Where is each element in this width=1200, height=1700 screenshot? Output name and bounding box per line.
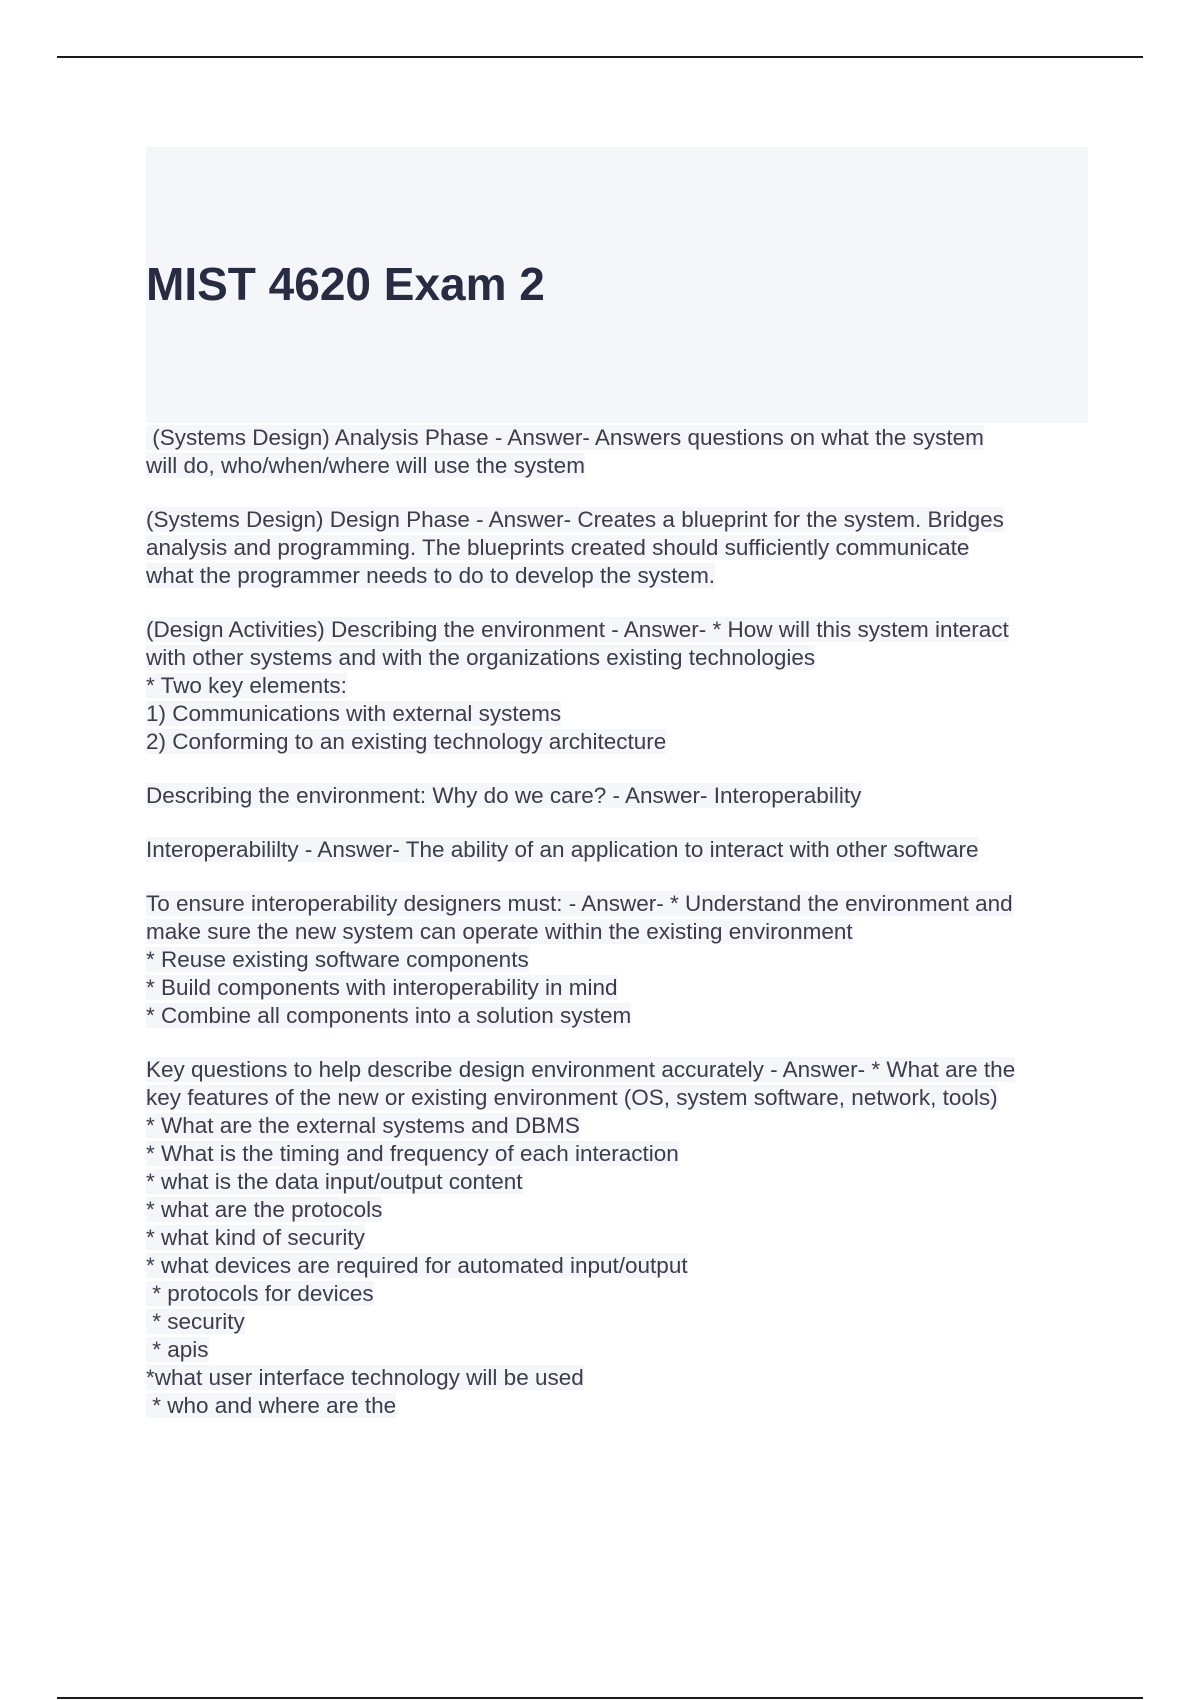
text-line: will do, who/when/where will use the system (146, 453, 585, 478)
text-line: * Reuse existing software components (146, 947, 529, 972)
qa-entry (146, 1056, 1096, 1420)
text-line: * what are the protocols (146, 1197, 383, 1222)
text-line: (Systems Design) Design Phase - Answer- Creates a blueprint for the system. Bridges (146, 507, 1004, 532)
text-line: Key questions to help describe design environment accurately - Answer- * What are the (146, 1057, 1016, 1082)
text-line: 1) Communications with external systems (146, 701, 562, 726)
text-line: * what devices are required for automated input/output (146, 1253, 688, 1278)
text-line: what the programmer needs to do to develop the system. (146, 563, 716, 588)
text-line: * security (146, 1309, 245, 1334)
text-line: Describing the environment: Why do we care? - Answer- Interoperability (146, 783, 862, 808)
document-title: MIST 4620 Exam 2 (146, 258, 545, 310)
text-line: Interoperabililty - Answer- The ability of an application to interact with other software (146, 837, 979, 862)
text-line: * who and where are the (146, 1393, 397, 1418)
text-line: make sure the new system can operate within the existing environment (146, 919, 853, 944)
text-line: *what user interface technology will be used (146, 1365, 584, 1390)
text-line: * Build components with interoperability in mind (146, 975, 618, 1000)
document-body (146, 424, 1096, 1446)
text-line: * What are the external systems and DBMS (146, 1113, 580, 1138)
text-line: * apis (146, 1337, 209, 1362)
qa-entry (146, 782, 1096, 810)
text-line: * what is the data input/output content (146, 1169, 523, 1194)
qa-entry (146, 616, 1096, 756)
text-line: * Combine all components into a solution system (146, 1003, 632, 1028)
text-line: with other systems and with the organizations existing technologies (146, 645, 816, 670)
text-line: * Two key elements: (146, 673, 347, 698)
text-line: * protocols for devices (146, 1281, 374, 1306)
qa-entry (146, 424, 1096, 480)
text-line: key features of the new or existing environment (OS, system software, network, tools) (146, 1085, 998, 1110)
qa-entry (146, 836, 1096, 864)
text-line: * what kind of security (146, 1225, 365, 1250)
qa-entry (146, 506, 1096, 590)
text-line: 2) Conforming to an existing technology architecture (146, 729, 667, 754)
text-line: (Systems Design) Analysis Phase - Answer- Answers questions on what the system (146, 425, 984, 450)
text-line: To ensure interoperability designers must: - Answer- * Understand the environment and (146, 891, 1013, 916)
text-line: (Design Activities) Describing the environment - Answer- * How will this system interact (146, 617, 1009, 642)
bottom-rule (57, 1697, 1143, 1699)
text-line: * What is the timing and frequency of each interaction (146, 1141, 679, 1166)
text-line: analysis and programming. The blueprints created should sufficiently communicate (146, 535, 970, 560)
top-rule (57, 56, 1143, 58)
qa-entry (146, 890, 1096, 1030)
